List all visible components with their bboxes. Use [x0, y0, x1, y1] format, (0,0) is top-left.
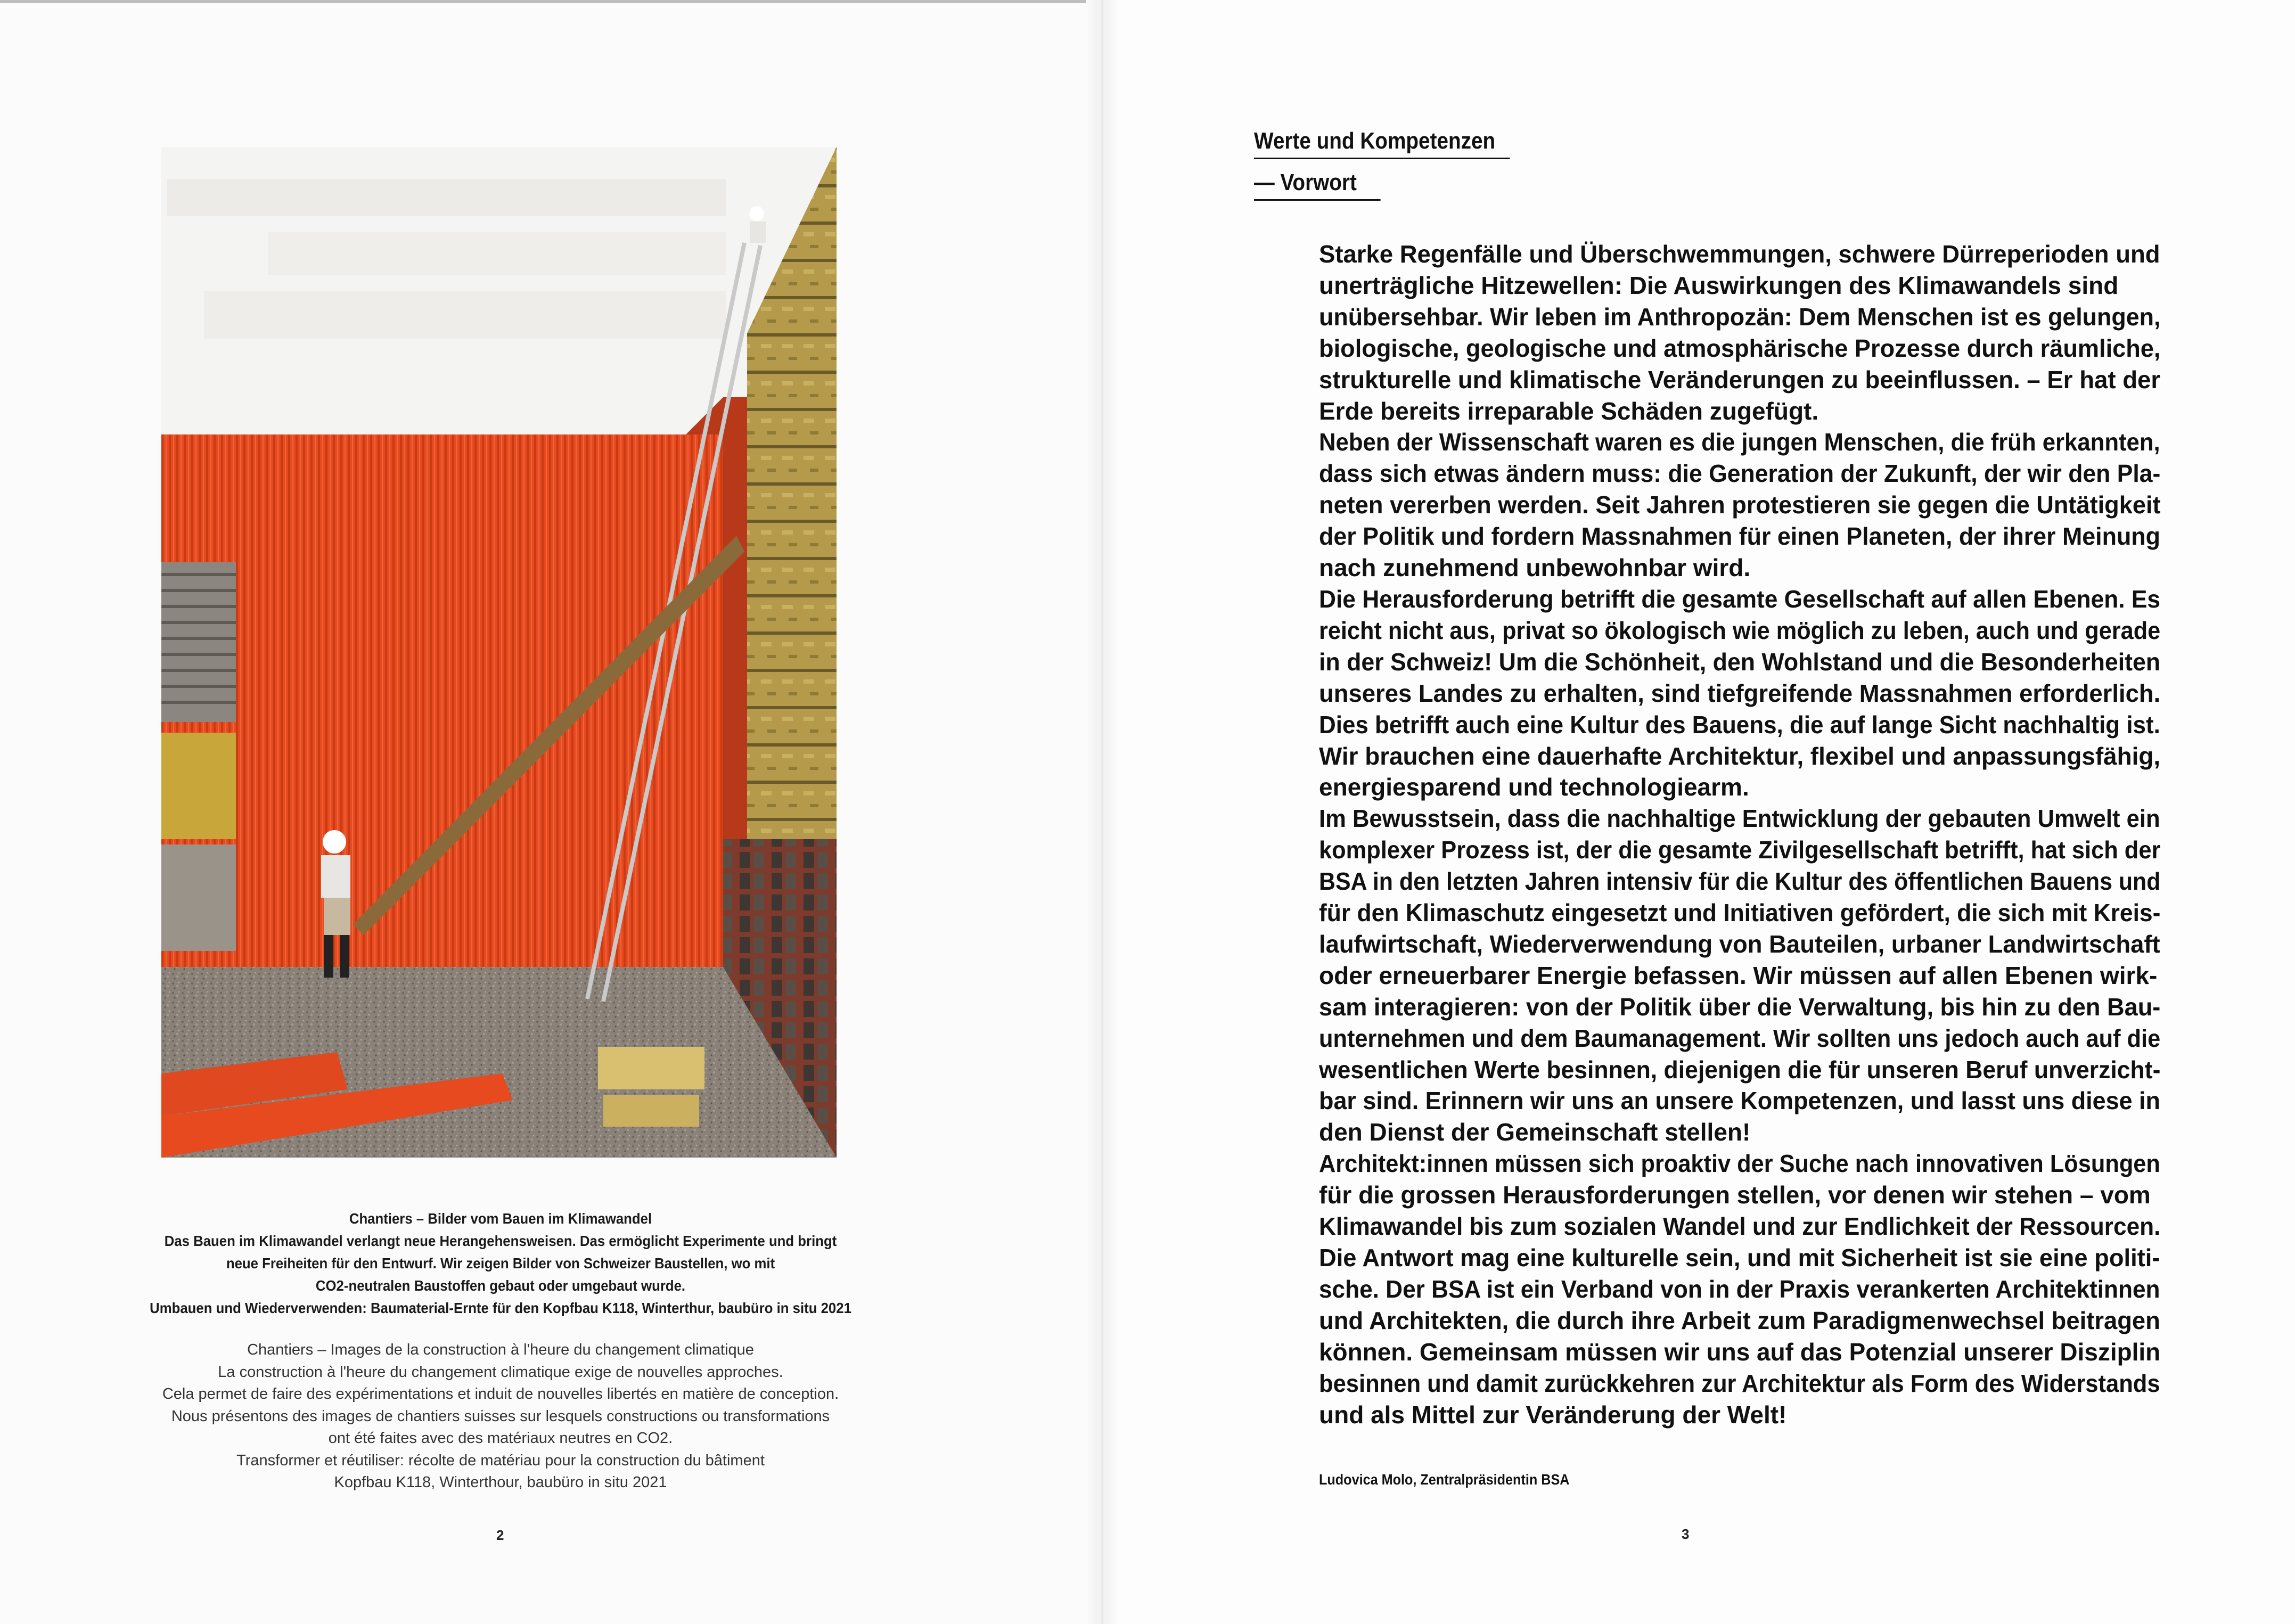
body-line: Im Bewusstsein, dass die nachhaltige Entwicklung der gebauten Umwelt ein	[1319, 805, 2160, 833]
page-number-left: 2	[496, 1527, 504, 1543]
caption-german	[109, 1208, 892, 1319]
body-line: besinnen und damit zurückkehren zur Architektur als Form des Widerstands	[1319, 1369, 2160, 1397]
body-line: strukturelle und klimatische Veränderungen zu beeinflussen. – Er hat der	[1319, 365, 2161, 393]
body-line: BSA in den letzten Jahren intensiv für die Kultur des öffentlichen Bauens und	[1319, 867, 2161, 896]
body-line: neten vererben werden. Seit Jahren protestieren sie gegen die Untätigkeit	[1319, 491, 2161, 519]
author-signature: Ludovica Molo, Zentralpräsidentin BSA	[1319, 1471, 1570, 1488]
body-line: der Politik und fordern Massnahmen für einen Planeten, der ihrer Meinung	[1319, 522, 2161, 551]
body-line: können. Gemeinsam müssen wir uns auf das Potenzial unserer Disziplin	[1319, 1338, 2161, 1366]
body-line: den Dienst der Gemeinschaft stellen!	[1319, 1118, 1751, 1146]
construction-photo	[161, 147, 837, 1158]
caption-de-line: Chantiers – Bilder vom Bauen im Klimawandel	[349, 1210, 652, 1227]
construction-photo-icon	[161, 147, 837, 1158]
body-line: sam interagieren: von der Politik über die Verwaltung, bis hin zu den Bau-	[1319, 993, 2161, 1021]
book-gutter	[1086, 0, 1118, 1624]
body-line: oder erneuerbarer Energie befassen. Wir müssen auf allen Ebenen wirk-	[1319, 961, 2158, 989]
body-line: Neben der Wissenschaft waren es die jungen Menschen, die früh erkannten,	[1319, 428, 2160, 456]
body-line: unseres Landes zu erhalten, sind tiefgreifende Massnahmen erforderlich.	[1319, 679, 2161, 707]
body-line: biologische, geologische und atmosphärische Prozesse durch räumliche,	[1319, 334, 2161, 362]
body-line: unübersehbar. Wir leben im Anthropozän: Dem Menschen ist es gelungen,	[1319, 302, 2161, 331]
body-line: Die Herausforderung betrifft die gesamte Gesellschaft auf allen Ebenen. Es	[1319, 585, 2161, 613]
caption-de-line: Umbauen und Wiederverwenden: Baumaterial-Ernte für den Kopfbau K118, Winterthur, baubüro in situ 2021	[150, 1300, 851, 1316]
section-subheading: — Vorwort	[1254, 169, 1381, 201]
caption-fr-line: Chantiers – Images de la construction à l'heure du changement climatique	[247, 1341, 754, 1358]
body-line: Erde bereits irreparable Schäden zugefügt.	[1319, 397, 1819, 425]
body-line: bar sind. Erinnern wir uns an unsere Kompetenzen, und lasst uns diese in	[1319, 1087, 2160, 1115]
caption-fr-line: Nous présentons des images de chantiers suisses sur lesquels constructions ou transformations	[171, 1407, 830, 1425]
body-line: und Architekten, die durch ihre Arbeit zum Paradigmenwechsel beitragen	[1319, 1306, 2160, 1334]
body-line: Starke Regenfälle und Überschwemmungen, schwere Dürreperioden und	[1319, 240, 2160, 268]
body-line: unternehmen und dem Baumanagement. Wir sollten uns jedoch auch auf die	[1319, 1024, 2161, 1052]
body-line: dass sich etwas ändern muss: die Generation der Zukunft, der wir den Pla-	[1319, 460, 2161, 488]
body-line: laufwirtschaft, Wiederverwendung von Bauteilen, urbaner Landwirtschaft	[1319, 930, 2160, 958]
body-line: energiesparend und technologiearm.	[1319, 773, 1749, 801]
body-line: und als Mittel zur Veränderung der Welt!	[1319, 1400, 1787, 1429]
body-line: Die Antwort mag eine kulturelle sein, und mit Sicherheit ist sie eine politi-	[1319, 1244, 2160, 1272]
caption-de-line: neue Freiheiten für den Entwurf. Wir zeigen Bilder von Schweizer Baustellen, wo mit	[226, 1255, 775, 1272]
body-line: Architekt:innen müssen sich proaktiv der Suche nach innovativen Lösungen	[1319, 1150, 2160, 1178]
page-number-right: 3	[1682, 1526, 1690, 1542]
body-line: sche. Der BSA ist ein Verband von in der Praxis verankerten Architektinnen	[1319, 1275, 2160, 1303]
body-line: Wir brauchen eine dauerhafte Architektur, flexibel und anpassungsfähig,	[1319, 742, 2161, 770]
caption-fr-line: Transformer et réutiliser: récolte de matériau pour la construction du bâtiment	[236, 1451, 765, 1469]
body-line: für den Klimaschutz eingesetzt und Initiativen gefördert, die sich mit Kreis-	[1319, 899, 2161, 927]
body-line: unerträgliche Hitzewellen: Die Auswirkungen des Klimawandels sind	[1319, 271, 2119, 299]
foreword-body	[1319, 239, 2160, 1430]
body-line: reicht nicht aus, privat so ökologisch wie möglich zu leben, auch und gerade	[1319, 616, 2161, 644]
body-line: komplexer Prozess ist, der die gesamte Zivilgesellschaft betrifft, hat sich der	[1319, 836, 2161, 864]
caption-de-line: Das Bauen im Klimawandel verlangt neue Herangehensweisen. Das ermöglicht Experimente und bringt	[164, 1233, 837, 1249]
body-line: für die grossen Herausforderungen stellen, vor denen wir stehen – vom	[1319, 1181, 2151, 1209]
caption-fr-line: ont été faites avec des matériaux neutres en CO2.	[328, 1430, 673, 1447]
body-line: Dies betrifft auch eine Kultur des Bauens, die auf lange Sicht nachhaltig ist.	[1319, 710, 2160, 739]
caption-french	[75, 1339, 927, 1494]
body-line: nach zunehmend unbewohnbar wird.	[1319, 554, 1751, 582]
body-line: Klimawandel bis zum sozialen Wandel und zur Endlichkeit der Ressourcen.	[1319, 1212, 2161, 1241]
caption-fr-line: Cela permet de faire des expérimentations et induit de nouvelles libertés en matière de conception.	[162, 1385, 839, 1402]
body-line: in der Schweiz! Um die Schönheit, den Wohlstand und die Besonderheiten	[1319, 647, 2161, 676]
scan-edge	[0, 0, 1086, 3]
section-heading: Werte und Kompetenzen	[1254, 128, 1510, 159]
body-line: wesentlichen Werte besinnen, diejenigen die für unseren Beruf unverzicht-	[1319, 1055, 2161, 1084]
caption-de-line: CO2-neutralen Baustoffen gebaut oder umgebaut wurde.	[315, 1277, 686, 1294]
caption-fr-line: Kopfbau K118, Winterthour, baubüro in situ 2021	[334, 1474, 667, 1491]
caption-fr-line: La construction à l'heure du changement climatique exige de nouvelles approches.	[218, 1363, 783, 1381]
